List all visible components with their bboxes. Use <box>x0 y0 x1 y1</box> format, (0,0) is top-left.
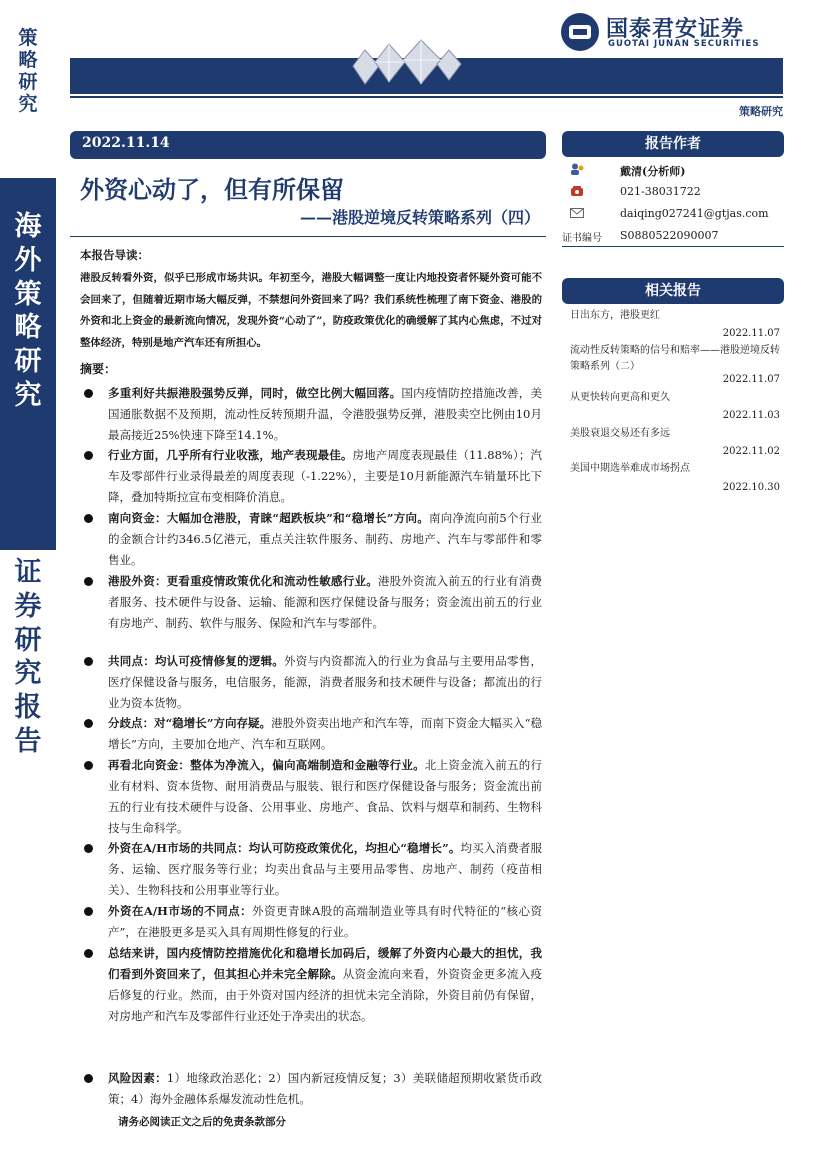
summary-bullet <box>80 901 542 943</box>
summary-bullet <box>80 383 542 446</box>
bullet-lead: 外资在A/H市场的不同点： <box>108 904 253 918</box>
related-report-title[interactable]: 美股衰退交易还有多远 <box>570 428 670 439</box>
related-heading: 相关报告 <box>562 278 784 304</box>
bullet-lead: 外资在A/H市场的共同点：均认可防疫政策优化，均担心“稳增长”。 <box>108 841 461 855</box>
cert-label: 证书编号 <box>562 233 602 244</box>
bullet-text: 南向净流向前5个行业的金额合计约346.5亿港元，重点关注软件服务、制药、房地产、汽车与零部件和零售业。 <box>108 511 542 567</box>
bullet-lead: 总结来讲，国内疫情防控措施优化和稳增长加码后，缓解了外资内心最大的担忧，我们看到外资回来了，但其担心并未完全解除。 <box>108 946 542 981</box>
bullet-lead: 分歧点：对“稳增长”方向存疑。 <box>108 716 272 730</box>
related-report-title[interactable]: 日出东方，港股更红 <box>570 310 660 321</box>
bullet-text: 从资金流向来看，外资资金更多流入疫后修复的行业。然而，由于外资对国内经济的担忧未完全消除，外资目前仍有保留，对房地产和汽车及零部件行业还处于净卖出的状态。 <box>108 967 543 1023</box>
report-date: 2022.11.14 <box>82 135 170 151</box>
logo-english-name: GUOTAI JUNAN SECURITIES <box>608 39 760 49</box>
cert-number: S0880522090007 <box>620 229 719 242</box>
bullet-dot-icon <box>84 949 93 958</box>
summary-bullet <box>80 651 542 714</box>
bullet-lead: 南向资金：大幅加仓港股，青睐“超跌板块”和“稳增长”方向。 <box>108 511 429 525</box>
footer-disclaimer: 请务必阅读正文之后的免责条款部分 <box>118 1116 286 1128</box>
author-email[interactable]: daiqing027241@gtjas.com <box>620 207 769 220</box>
bullet-dot-icon <box>84 761 93 770</box>
mail-icon <box>570 207 584 219</box>
related-report-title[interactable]: 流动性反转策略的信号和赔率——港股逆境反转策略系列（二） <box>570 345 780 372</box>
logo-chinese-name: 国泰君安证券 <box>606 17 745 42</box>
report-subtitle: ——港股逆境反转策略系列（四） <box>299 208 540 227</box>
bullet-lead: 港股外资：更看重疫情政策优化和流动性敏感行业。 <box>108 574 378 588</box>
summary-heading: 摘要： <box>80 362 117 376</box>
report-title: 外资心动了，但有所保留 <box>80 175 344 204</box>
bullet-text: 港股外资卖出地产和汽车等，而南下资金大幅买入“稳增长”方向，主要加仓地产、汽车和互联网。 <box>108 716 542 751</box>
bullet-lead: 再看北向资金：整体为净流入，偏向高端制造和金融等行业。 <box>108 758 425 772</box>
related-report-date: 2022.11.03 <box>722 410 780 421</box>
person-icon <box>570 163 584 175</box>
related-report-date: 2022.11.07 <box>722 374 780 385</box>
bullet-dot-icon <box>84 657 93 666</box>
left-strip-top-label: 策 略 研 究 <box>18 27 38 115</box>
author-name: 戴清(分析师) <box>620 165 686 178</box>
summary-bullet <box>80 755 542 839</box>
summary-bullet <box>80 508 542 571</box>
bullet-dot-icon <box>84 1074 93 1083</box>
summary-bullet <box>80 445 542 508</box>
bullet-text: 房地产周度表现最佳（11.88%）；汽车及零部件行业录得最差的周度表现（-1.22%），主要是10月新能源汽车销量环比下降，叠加特斯拉宣布变相降价消息。 <box>108 448 542 504</box>
left-strip <box>0 0 56 1169</box>
related-report-title[interactable]: 从更快转向更高和更久 <box>570 392 670 403</box>
summary-bullet <box>80 838 542 901</box>
bullet-lead: 共同点：均认可疫情修复的逻辑。 <box>108 654 285 668</box>
related-report-date: 2022.10.30 <box>722 482 780 493</box>
section-label: 策略研究 <box>739 105 783 118</box>
bullet-dot-icon <box>84 719 93 728</box>
bullet-dot-icon <box>84 907 93 916</box>
author-heading: 报告作者 <box>562 131 784 157</box>
summary-bullet <box>80 713 542 755</box>
summary-bullet <box>80 571 542 634</box>
title-divider <box>70 236 546 237</box>
bullet-text: 港股外资流入前五的行业有消费者服务、技术硬件与设备、运输、能源和医疗保健设备与服务；资金流出前五的行业有房地产、制药、软件与服务、保险和汽车与零部件。 <box>108 574 543 630</box>
header-rule <box>70 96 783 98</box>
bullet-lead: 行业方面，几乎所有行业收涨，地产表现最佳。 <box>108 448 353 462</box>
date-bar <box>70 131 546 159</box>
logo-mark-icon <box>560 12 600 52</box>
bullet-text: 北上资金流入前五的行业有材料、资本货物、耐用消费品与服装、银行和医疗保健设备与服务；资金流出前五的行业有技术硬件与设备、公用事业、房地产、食品、饮料与烟草和制药、生物科技与生命科学。 <box>108 758 542 835</box>
bullet-text: 外资与内资都流入的行业为食品与主要用品零售，医疗保健设备与服务，电信服务，能源，消费者服务和技术硬件与设备；都流出的行业为资本货物。 <box>108 654 543 710</box>
bullet-dot-icon <box>84 844 93 853</box>
bullet-text: 国内疫情防控措施改善，美国通胀数据不及预期，流动性反转预期升温，令港股强势反弹，港股卖空比例由10月最高接近25%快速下降至14.1%。 <box>108 386 543 442</box>
intro-body: 港股反转看外资，似乎已形成市场共识。年初至今，港股大幅调整一度让内地投资者怀疑外资可能不会回来了，但随着近期市场大幅反弹，不禁想问外资回来了吗？我们系统性梳理了南下资金、港股的外资和北上资金的最新流向情况，发现外资“心动了”，防疫政策优化的确缓解了其内心焦虑，不过对整体经济，特别是地产汽车还有所担心。 <box>80 272 542 349</box>
diamond-decoration-icon <box>345 36 465 92</box>
bullet-text: 1）地缘政治恶化；2）国内新冠疫情反复；3）美联储超预期收紧货币政策；4）海外金融体系爆发流动性危机。 <box>108 1071 543 1106</box>
bullet-dot-icon <box>84 514 93 523</box>
bullet-dot-icon <box>84 389 93 398</box>
bullet-dot-icon <box>84 577 93 586</box>
intro-heading: 本报告导读： <box>80 248 149 262</box>
related-report-date: 2022.11.07 <box>722 328 780 339</box>
author-phone: 021-38031722 <box>620 185 701 198</box>
summary-bullet <box>80 943 542 1027</box>
bullet-text: 均买入消费者服务、运输、医疗服务等行业；均卖出食品与主要用品零售、房地产、制药（疫苗相关）、生物科技和公用事业等行业。 <box>108 841 543 897</box>
bullet-dot-icon <box>84 451 93 460</box>
bullet-lead: 多重利好共振港股强势反弹，同时，做空比例大幅回落。 <box>108 386 402 400</box>
bullet-lead: 风险因素： <box>108 1071 167 1085</box>
company-logo <box>560 12 790 54</box>
phone-icon <box>570 185 584 197</box>
left-strip-middle-label: 海 外 策 略 研 究 <box>14 211 42 411</box>
related-report-date: 2022.11.02 <box>722 446 780 457</box>
risk-factors <box>80 1068 542 1110</box>
bullet-text: 外资更青睐A股的高端制造业等具有时代特征的“核心资产”，在港股更多是买入具有周期性修复的行业。 <box>108 904 542 939</box>
author-divider <box>562 246 784 247</box>
related-report-title[interactable]: 美国中期选举难成市场拐点 <box>570 463 690 474</box>
left-strip-bottom-label: 证 券 研 究 报 告 <box>14 557 42 757</box>
